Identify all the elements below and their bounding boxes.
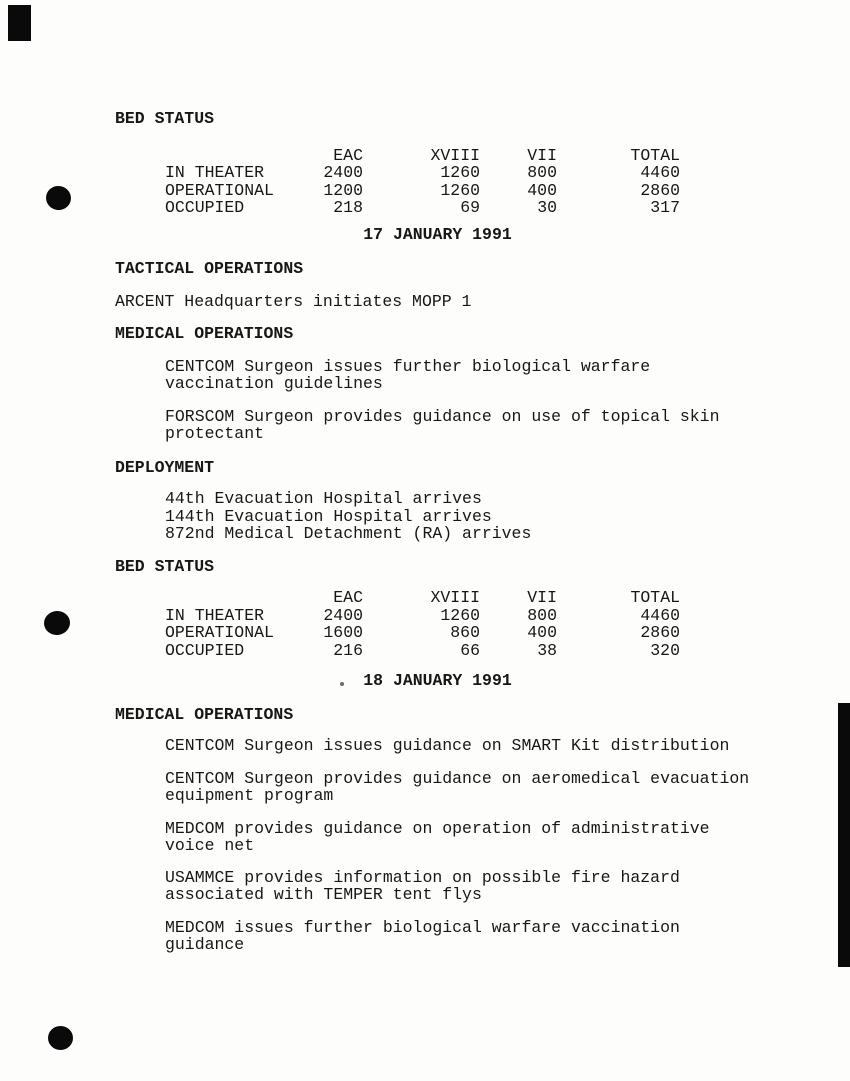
table-row-in-theater	[115, 607, 777, 625]
section-heading-medical-operations-1: MEDICAL OPERATIONS	[115, 324, 294, 343]
tactical-operations-text: ARCENT Headquarters initiates MOPP 1	[115, 291, 472, 311]
paragraph-line: associated with TEMPER tent flys	[165, 885, 482, 904]
table-row-occupied	[115, 199, 777, 217]
row-label: OCCUPIED	[165, 640, 245, 660]
paragraph-line: voice net	[165, 836, 255, 855]
table-row-occupied	[115, 642, 777, 660]
bed-status-table-2	[115, 589, 777, 659]
column-header-xviii: XVIII	[430, 588, 480, 607]
paragraph	[115, 408, 777, 443]
paragraph-line: vaccination guidelines	[165, 374, 383, 393]
paragraph-line: USAMMCE provides information on possible fire hazard	[165, 867, 680, 887]
section-heading-bed-status-1: BED STATUS	[115, 109, 215, 128]
row-label: OCCUPIED	[165, 198, 245, 217]
table-row-operational	[115, 182, 777, 200]
table-row-operational	[115, 624, 777, 642]
cell-eac: 2400	[323, 605, 363, 625]
cell-xviii: 1260	[440, 605, 480, 625]
section-heading-tactical-operations: TACTICAL OPERATIONS	[115, 259, 304, 278]
cell-total: 320	[650, 640, 680, 660]
hole-punch-mark-bottom	[48, 1026, 73, 1050]
section-heading-bed-status-2: BED STATUS	[115, 556, 215, 576]
paragraph-line: MEDCOM provides guidance on operation of administrative	[165, 818, 710, 838]
row-label: IN THEATER	[165, 163, 265, 182]
hole-punch-mark-middle	[42, 609, 71, 636]
table-header-row	[115, 147, 777, 165]
paragraph	[115, 919, 777, 954]
deployment-item: 44th Evacuation Hospital arrives	[165, 489, 482, 508]
empty-header-cell	[165, 147, 315, 165]
paragraph-line: equipment program	[165, 786, 334, 805]
deployment-item: 144th Evacuation Hospital arrives	[165, 506, 492, 526]
row-label: OPERATIONAL	[165, 623, 274, 642]
section-heading-deployment: DEPLOYMENT	[115, 457, 215, 477]
cell-vii: 400	[527, 623, 557, 642]
cell-vii: 400	[527, 180, 557, 200]
paragraph-line: protectant	[165, 424, 265, 443]
cell-vii: 800	[527, 163, 557, 182]
cell-vii: 38	[537, 640, 557, 660]
cell-eac: 1600	[323, 623, 363, 642]
scan-artifact-edge-bar	[838, 703, 850, 967]
row-label: OPERATIONAL	[165, 180, 274, 200]
hole-punch-mark-top	[44, 184, 73, 213]
paragraph-line: CENTCOM Surgeon issues guidance on SMART Kit distribution	[165, 736, 730, 755]
section-heading-medical-operations-2: MEDICAL OPERATIONS	[115, 704, 294, 724]
deployment-item: 872nd Medical Detachment (RA) arrives	[165, 524, 532, 543]
cell-total: 2860	[640, 623, 680, 642]
cell-eac: 216	[333, 640, 363, 660]
paragraph-line: guidance	[165, 935, 245, 954]
paragraph	[115, 737, 777, 755]
column-header-vii: VII	[527, 145, 557, 165]
cell-xviii: 66	[460, 640, 480, 660]
cell-eac: 2400	[323, 163, 363, 182]
paragraph-line: FORSCOM Surgeon provides guidance on use of topical skin	[165, 406, 720, 426]
cell-xviii: 1260	[440, 180, 480, 200]
cell-total: 4460	[640, 163, 680, 182]
scan-artifact-corner-mark	[8, 5, 31, 41]
row-label: IN THEATER	[165, 605, 265, 625]
date-heading-17-january-1991: 17 JANUARY 1991	[363, 224, 512, 244]
paragraph-line: CENTCOM Surgeon provides guidance on aeromedical evacuation	[165, 768, 750, 788]
cell-total: 317	[650, 198, 680, 217]
paragraph	[115, 869, 777, 904]
paragraph-line: MEDCOM issues further biological warfare vaccination	[165, 917, 680, 937]
column-header-xviii: XVIII	[430, 145, 480, 165]
cell-eac: 218	[333, 198, 363, 217]
document-content	[115, 110, 777, 954]
cell-vii: 30	[537, 198, 557, 217]
paragraph	[115, 358, 777, 393]
cell-vii: 800	[527, 605, 557, 625]
column-header-eac: EAC	[333, 588, 363, 607]
column-header-total: TOTAL	[630, 588, 680, 607]
bed-status-table-1	[115, 147, 777, 217]
cell-xviii: 69	[460, 198, 480, 217]
paragraph	[115, 770, 777, 805]
empty-header-cell	[165, 589, 315, 607]
date-heading-18-january-1991: 18 JANUARY 1991	[363, 671, 512, 690]
cell-eac: 1200	[323, 180, 363, 200]
cell-xviii: 1260	[440, 163, 480, 182]
column-header-vii: VII	[527, 588, 557, 607]
deployment-list	[115, 490, 777, 543]
paragraph-line: CENTCOM Surgeon issues further biological warfare	[165, 356, 651, 376]
cell-total: 4460	[640, 605, 680, 625]
paragraph	[115, 820, 777, 855]
table-row-in-theater	[115, 164, 777, 182]
cell-xviii: 860	[450, 623, 480, 642]
cell-total: 2860	[640, 180, 680, 200]
column-header-eac: EAC	[333, 145, 363, 165]
column-header-total: TOTAL	[630, 145, 680, 165]
table-header-row	[115, 589, 777, 607]
